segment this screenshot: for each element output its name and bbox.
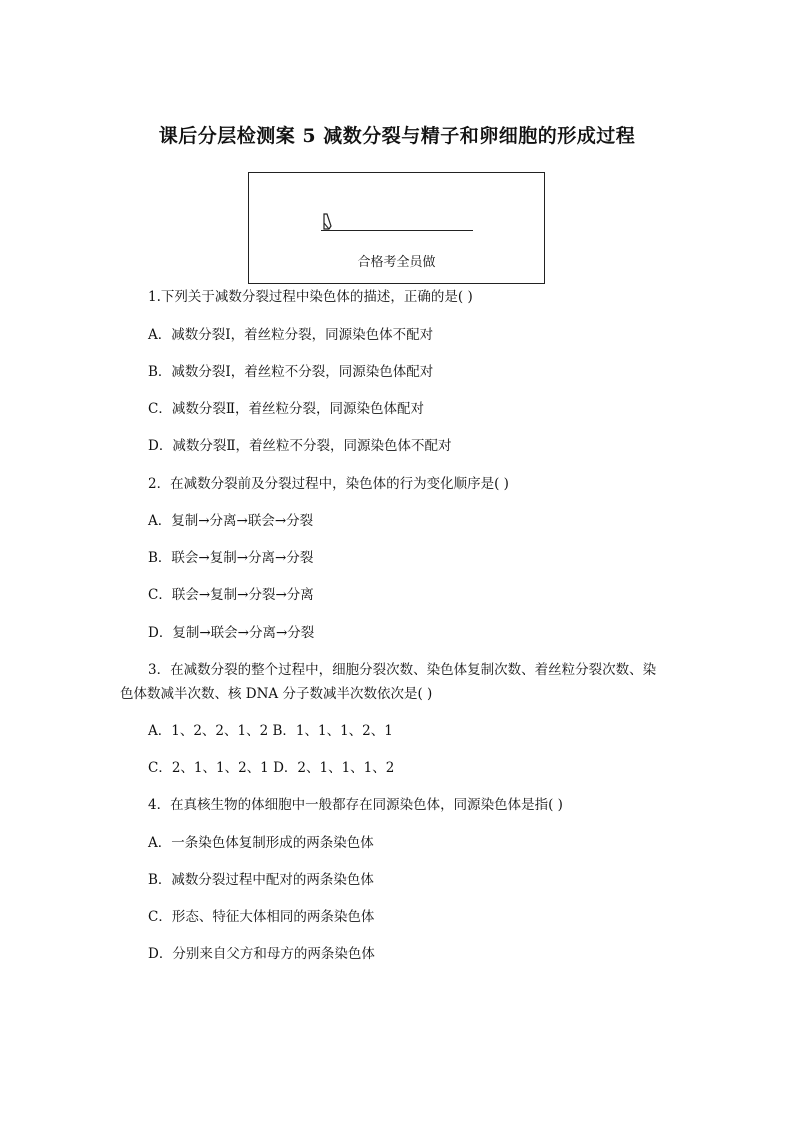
question-4-stem: 4．在真核生物的体细胞中一般都存在同源染色体，同源染色体是指( ) xyxy=(148,797,563,813)
question-2-option-b: B．联会→复制→分离→分裂 xyxy=(148,550,314,566)
question-2-stem: 2．在减数分裂前及分裂过程中，染色体的行为变化顺序是( ) xyxy=(148,476,509,492)
pencil-icon xyxy=(321,213,333,231)
question-1-option-c: C．减数分裂Ⅱ，着丝粒分裂，同源染色体配对 xyxy=(148,401,425,417)
question-4-option-b: B．减数分裂过程中配对的两条染色体 xyxy=(148,872,374,888)
question-4-option-d: D．分别来自父方和母方的两条染色体 xyxy=(148,946,375,962)
banner-caption: 合格考全员做 xyxy=(357,255,436,270)
question-2-option-a: A．复制→分离→联会→分裂 xyxy=(148,513,314,529)
section-banner xyxy=(248,172,545,284)
question-3-stem-line-2: 色体数减半次数、核 DNA 分子数减半次数依次是( ) xyxy=(120,686,433,702)
question-1-stem: 1.下列关于减数分裂过程中染色体的描述，正确的是( ) xyxy=(148,289,473,305)
banner-rule xyxy=(321,230,473,231)
question-3-options-ab: A．1、2、2、1、2 B．1、1、1、2、1 xyxy=(148,723,393,739)
question-3-stem-line-1: 3．在减数分裂的整个过程中，细胞分裂次数、染色体复制次数、着丝粒分裂次数、染 xyxy=(148,662,657,678)
question-2-option-c: C．联会→复制→分裂→分离 xyxy=(148,587,314,603)
page-title: 课后分层检测案 5 减数分裂与精子和卵细胞的形成过程 xyxy=(158,125,636,147)
question-4-option-a: A．一条染色体复制形成的两条染色体 xyxy=(148,835,374,851)
question-4-option-c: C．形态、特征大体相同的两条染色体 xyxy=(148,909,375,925)
question-2-option-d: D．复制→联会→分离→分裂 xyxy=(148,625,315,641)
question-1-option-b: B．减数分裂Ⅰ，着丝粒不分裂，同源染色体配对 xyxy=(148,364,434,380)
question-1-option-d: D．减数分裂Ⅱ，着丝粒不分裂，同源染色体不配对 xyxy=(148,438,452,454)
question-1-option-a: A．减数分裂Ⅰ，着丝粒分裂，同源染色体不配对 xyxy=(148,327,434,343)
question-3-options-cd: C．2、1、1、2、1 D．2、1、1、1、2 xyxy=(148,760,395,776)
